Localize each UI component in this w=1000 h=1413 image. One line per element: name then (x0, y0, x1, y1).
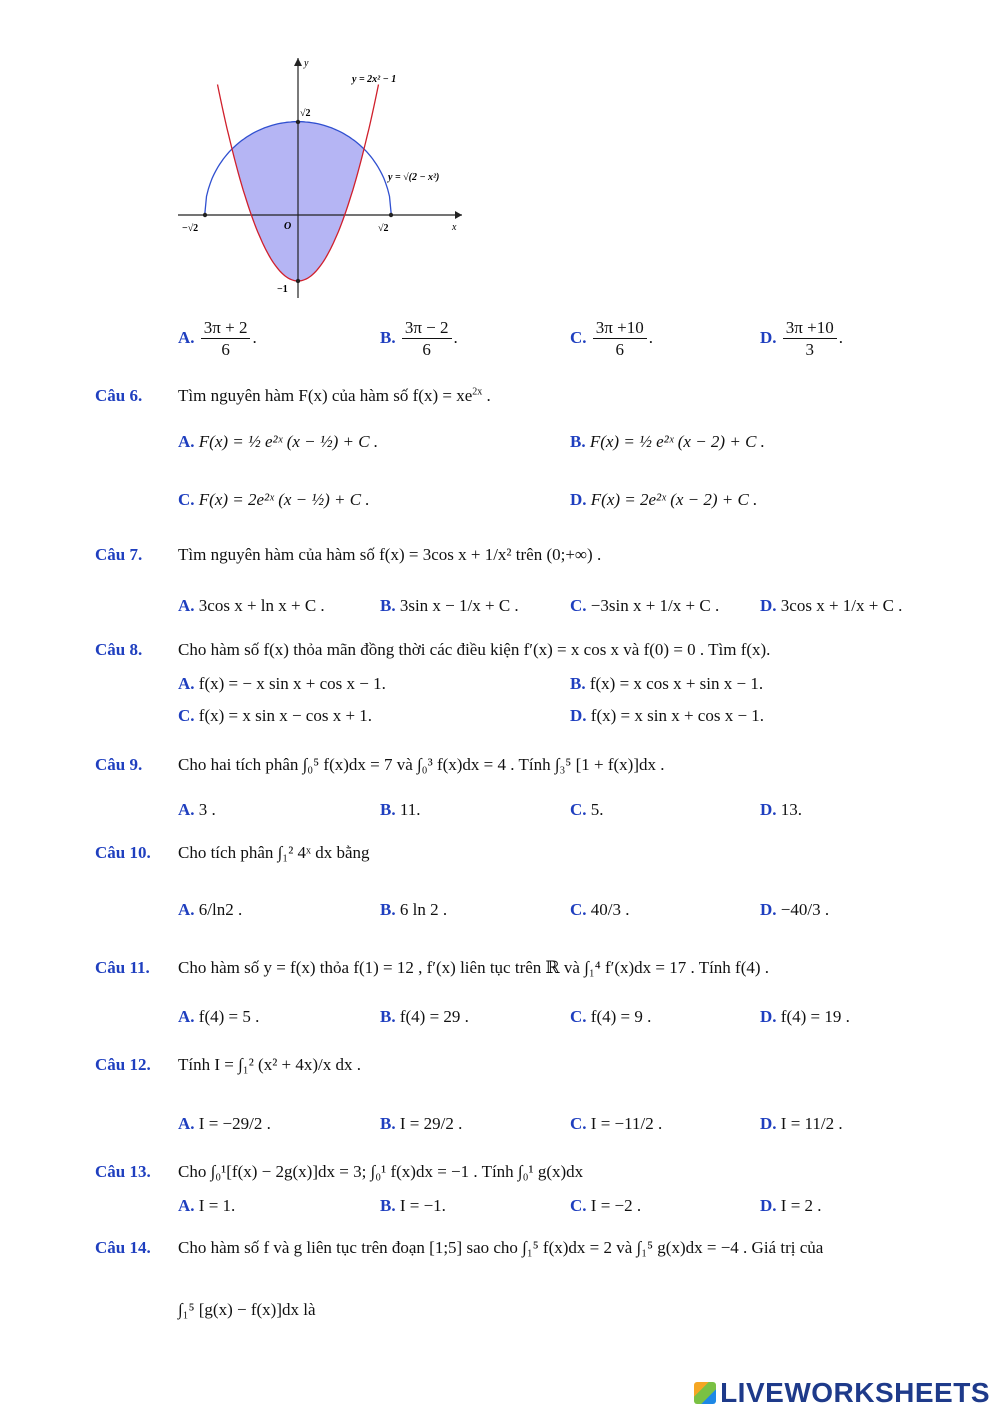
y-axis-arrow (294, 58, 302, 66)
option-label: D. (760, 900, 777, 919)
q6-option-d[interactable] (570, 490, 757, 510)
option-text: F(x) = ½ e²ˣ (x − 2) + C . (589, 432, 765, 451)
dot-neg-sqrt2 (203, 213, 207, 217)
option-label: D. (570, 706, 587, 725)
q13-option-a[interactable] (178, 1196, 235, 1216)
option-text: 11. (399, 800, 421, 819)
option-text: f(x) = x sin x + cos x − 1. (590, 706, 765, 725)
option-label: C. (178, 706, 195, 725)
q10-option-b[interactable] (380, 900, 447, 920)
q13-label: Câu 13. (95, 1162, 151, 1181)
option-label: A. (178, 596, 195, 615)
q8-option-c[interactable] (178, 706, 372, 726)
option-label: D. (760, 1196, 777, 1215)
q11-option-c[interactable] (570, 1007, 651, 1027)
label-neg-sqrt2: −√2 (182, 223, 199, 234)
q13-option-b[interactable] (380, 1196, 446, 1216)
q10-label: Câu 10. (95, 843, 151, 862)
option-label: A. (178, 900, 195, 919)
y-axis-label: y (304, 58, 309, 69)
option-text: f(4) = 5 . (198, 1007, 260, 1026)
q6-option-b[interactable] (570, 432, 765, 452)
q6-text: Tìm nguyên hàm F(x) của hàm số f(x) = xe (178, 386, 473, 405)
option-label: B. (380, 328, 396, 348)
q5-d-den: 3 (805, 340, 814, 360)
option-label: C. (178, 490, 195, 509)
dot-bottom (296, 279, 300, 283)
option-text: −3sin x + 1/x + C . (590, 596, 720, 615)
option-text: −40/3 . (780, 900, 830, 919)
q5-b-den: 6 (422, 340, 431, 360)
option-label: C. (570, 328, 587, 348)
option-label: A. (178, 328, 195, 348)
option-label: D. (760, 596, 777, 615)
option-label: B. (380, 1196, 396, 1215)
dot-sqrt2 (389, 213, 393, 217)
q12-text: Tính I = ∫₁² (x² + 4x)/x dx . (178, 1055, 362, 1074)
option-label: B. (380, 800, 396, 819)
q12-option-d[interactable] (760, 1114, 843, 1134)
q5-option-b[interactable]: B. $\frac{3\pi - 2}{6}$ . (380, 318, 458, 360)
area-graph (170, 50, 470, 310)
q5-a-den: 6 (221, 340, 230, 360)
option-text: I = −2 . (590, 1196, 642, 1215)
option-text: F(x) = 2e²ˣ (x − ½) + C . (198, 490, 370, 509)
q11-option-a[interactable] (178, 1007, 259, 1027)
option-text: I = −1. (399, 1196, 446, 1215)
q6-option-a[interactable] (178, 432, 378, 452)
q5-a-num: 3π + 2 (201, 318, 251, 339)
q8-text: Cho hàm số f(x) thỏa mãn đồng thời các điều kiện f′(x) = x cos x và f(0) = 0 . Tìm f(x). (178, 640, 771, 659)
option-text: 40/3 . (590, 900, 630, 919)
q10-text: Cho tích phân ∫₁² 4ˣ dx bằng (178, 843, 370, 862)
option-label: C. (570, 1196, 587, 1215)
label-sqrt2-x: √2 (378, 223, 389, 234)
option-label: B. (570, 674, 586, 693)
option-text: 6 ln 2 . (399, 900, 448, 919)
option-text: F(x) = ½ e²ˣ (x − ½) + C . (198, 432, 379, 451)
q5-b-num: 3π − 2 (402, 318, 452, 339)
option-label: C. (570, 596, 587, 615)
q9-option-c[interactable] (570, 800, 604, 820)
option-label: B. (570, 432, 586, 451)
q5-option-d[interactable]: D. $\frac{3\pi +10}{3}$ . (760, 318, 843, 360)
q6-question: Tìm nguyên hàm F(x) của hàm số $f(x) = xe^{2x}$ . (178, 386, 491, 405)
liveworksheets-logo (694, 1377, 990, 1409)
q8-option-d[interactable] (570, 706, 764, 726)
q7-option-c[interactable] (570, 596, 719, 616)
q5-option-a[interactable]: A. $\frac{3\pi + 2}{6}$ . (178, 318, 257, 360)
option-label: C. (570, 1114, 587, 1133)
q5-c-den: 6 (615, 340, 624, 360)
option-label: B. (380, 900, 396, 919)
q7-option-a[interactable] (178, 596, 325, 616)
option-label: D. (760, 1114, 777, 1133)
option-text: f(x) = x cos x + sin x − 1. (589, 674, 764, 693)
option-label: A. (178, 674, 195, 693)
option-label: B. (380, 596, 396, 615)
q7-text: Tìm nguyên hàm của hàm số f(x) = 3cos x + 1/x² trên (0;+∞) . (178, 545, 602, 564)
q7-option-d[interactable] (760, 596, 902, 616)
option-label: D. (570, 490, 587, 509)
option-text: I = 2 . (780, 1196, 822, 1215)
option-text: f(4) = 9 . (590, 1007, 652, 1026)
q8-label: Câu 8. (95, 640, 143, 659)
option-text: 3 . (198, 800, 216, 819)
option-text: f(x) = x sin x − cos x + 1. (198, 706, 373, 725)
logo-text: LIVEWORKSHEETS (720, 1377, 990, 1408)
q6-exp: 2x (472, 386, 483, 398)
option-text: f(4) = 19 . (780, 1007, 850, 1026)
option-text: I = 11/2 . (780, 1114, 843, 1133)
option-text: 3cos x + ln x + C . (198, 596, 325, 615)
option-text: 6/ln2 . (198, 900, 243, 919)
option-text: 3cos x + 1/x + C . (780, 596, 903, 615)
q14-text: Cho hàm số f và g liên tục trên đoạn [1;5] sao cho ∫₁⁵ f(x)dx = 2 và ∫₁⁵ g(x)dx = −4 . Giá trị của (178, 1238, 824, 1257)
option-label: C. (570, 900, 587, 919)
option-label: B. (380, 1007, 396, 1026)
option-text: 5. (590, 800, 604, 819)
q14-text2: ∫₁⁵ [g(x) − f(x)]dx là (178, 1300, 316, 1319)
q12-option-c[interactable] (570, 1114, 662, 1134)
option-label: B. (380, 1114, 396, 1133)
option-label: D. (760, 800, 777, 819)
q9-option-a[interactable] (178, 800, 216, 820)
q12-option-a[interactable] (178, 1114, 271, 1134)
option-text: f(4) = 29 . (399, 1007, 469, 1026)
q8-option-a[interactable] (178, 674, 386, 694)
option-label: D. (760, 328, 777, 348)
q6-label-text: Câu 6. (95, 386, 143, 405)
q13-option-c[interactable] (570, 1196, 641, 1216)
q9-text: Cho hai tích phân ∫₀⁵ f(x)dx = 7 và ∫₀³ f(x)dx = 4 . Tính ∫₃⁵ [1 + f(x)]dx . (178, 755, 665, 774)
q11-option-b[interactable] (380, 1007, 469, 1027)
q5-option-c[interactable]: C. $\frac{3\pi +10}{6}$ . (570, 318, 653, 360)
option-text: I = −29/2 . (198, 1114, 271, 1133)
q10-option-d[interactable] (760, 900, 829, 920)
q9-option-b[interactable] (380, 800, 420, 820)
option-text: I = 29/2 . (399, 1114, 463, 1133)
option-text: f(x) = − x sin x + cos x − 1. (198, 674, 386, 693)
q7-option-b[interactable] (380, 596, 519, 616)
dot-top (296, 120, 300, 124)
q9-option-d[interactable] (760, 800, 802, 820)
q11-text: Cho hàm số y = f(x) thỏa f(1) = 12 , f′(x) liên tục trên ℝ và ∫₁⁴ f′(x)dx = 17 . Tính f(4) . (178, 958, 770, 977)
q11-label: Câu 11. (95, 958, 150, 977)
option-label: C. (570, 800, 587, 819)
option-text: I = −11/2 . (590, 1114, 663, 1133)
option-text: F(x) = 2e²ˣ (x − 2) + C . (590, 490, 758, 509)
q6-option-c[interactable] (178, 490, 370, 510)
q9-label: Câu 9. (95, 755, 143, 774)
option-text: 3sin x − 1/x + C . (399, 596, 519, 615)
q13-option-d[interactable] (760, 1196, 822, 1216)
q5-d-num: 3π +10 (783, 318, 837, 339)
origin-label: O (284, 221, 292, 232)
q5-c-num: 3π +10 (593, 318, 647, 339)
q7-label: Câu 7. (95, 545, 143, 564)
x-axis-label: x (452, 222, 457, 233)
q12-option-b[interactable] (380, 1114, 462, 1134)
q13-text: Cho ∫₀¹[f(x) − 2g(x)]dx = 3; ∫₀¹ f(x)dx = −1 . Tính ∫₀¹ g(x)dx (178, 1162, 584, 1181)
option-label: A. (178, 800, 195, 819)
option-label: A. (178, 432, 195, 451)
q11-option-d[interactable] (760, 1007, 850, 1027)
curve1-label: y = 2x² − 1 (352, 74, 397, 85)
option-label: A. (178, 1114, 195, 1133)
q8-option-b[interactable] (570, 674, 763, 694)
option-label: D. (760, 1007, 777, 1026)
q10-option-a[interactable] (178, 900, 242, 920)
option-label: A. (178, 1007, 195, 1026)
q14-label: Câu 14. (95, 1238, 151, 1257)
q10-option-c[interactable] (570, 900, 630, 920)
x-axis-arrow (455, 211, 462, 219)
logo-icon (694, 1382, 716, 1404)
curve2-label: y = √(2 − x²) (388, 172, 440, 183)
label-neg-one: −1 (277, 284, 288, 295)
option-text: I = 1. (198, 1196, 236, 1215)
option-text: 13. (780, 800, 803, 819)
option-label: A. (178, 1196, 195, 1215)
option-label: C. (570, 1007, 587, 1026)
label-sqrt2-y: √2 (300, 108, 311, 119)
q12-label: Câu 12. (95, 1055, 151, 1074)
